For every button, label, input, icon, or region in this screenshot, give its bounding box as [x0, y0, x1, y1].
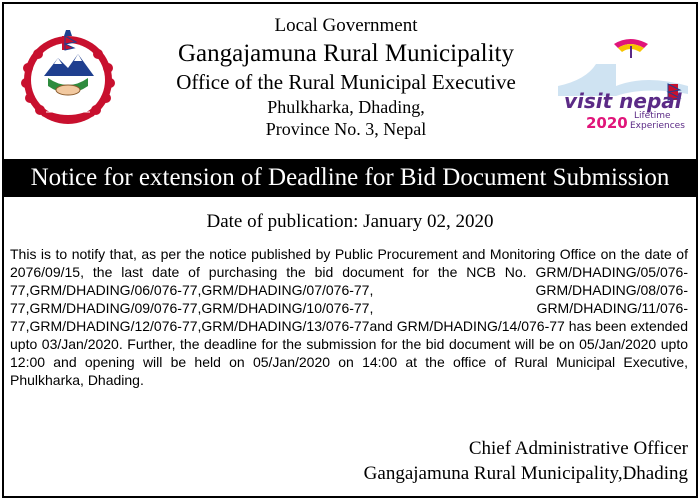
signatory-title: Chief Administrative Officer [468, 438, 688, 459]
visit-nepal-tagline-2: Experiences [630, 121, 685, 131]
office-name: Office of the Rural Municipal Executive [176, 70, 516, 94]
municipality-name: Gangajamuna Rural Municipality [177, 40, 515, 67]
publication-date: Date of publication: January 02, 2020 [206, 211, 494, 232]
signature-block [364, 436, 688, 486]
visit-nepal-2020-logo-icon [556, 34, 690, 134]
notice-body: This is to notify that, as per the notice published by Public Procurement and Monitoring Office on the date of 2076/09/15, the last date of purchasing the bid document for the NCB No. GRM/DHADING/05/076-77,GRM/DHADING/06/076-77,GRM/DHADING/07/076-77, GRM/DHADING/08/076-77,GRM/DHADING/09/076-77,GRM/DHADING/10/076-77, GRM/DHADING/11/076-77,GRM/DHADING/12/076-77,GRM/DHADING/13/076-77and GRM/DHADING/14/076-77 has been extended upto 03/Jan/2020. Further, the deadline for the submission for the bid document will be on 05/Jan/2020 upto 12:00 and opening will be held on 05/Jan/2020 on 14:00 at the office of Rural Municipal Executive, Phulkharka, Dhading. [10, 246, 688, 388]
nepal-government-emblem-icon [14, 28, 122, 128]
visit-nepal-tagline-1: Lifetime [634, 111, 671, 121]
signatory-office: Gangajamuna Rural Municipality,Dhading [363, 463, 688, 484]
address-line-2: Province No. 3, Nepal [265, 119, 427, 139]
local-government-label: Local Government [274, 15, 418, 36]
header [4, 4, 696, 154]
visit-nepal-year: 2020 [586, 114, 628, 132]
header-text [134, 14, 558, 140]
notice-frame [2, 2, 698, 498]
address-line-1: Phulkharka, Dhading, [267, 97, 425, 117]
notice-title-banner: Notice for extension of Deadline for Bid Document Submission [4, 159, 696, 197]
visit-nepal-brand-text: visit nepal [564, 89, 682, 113]
